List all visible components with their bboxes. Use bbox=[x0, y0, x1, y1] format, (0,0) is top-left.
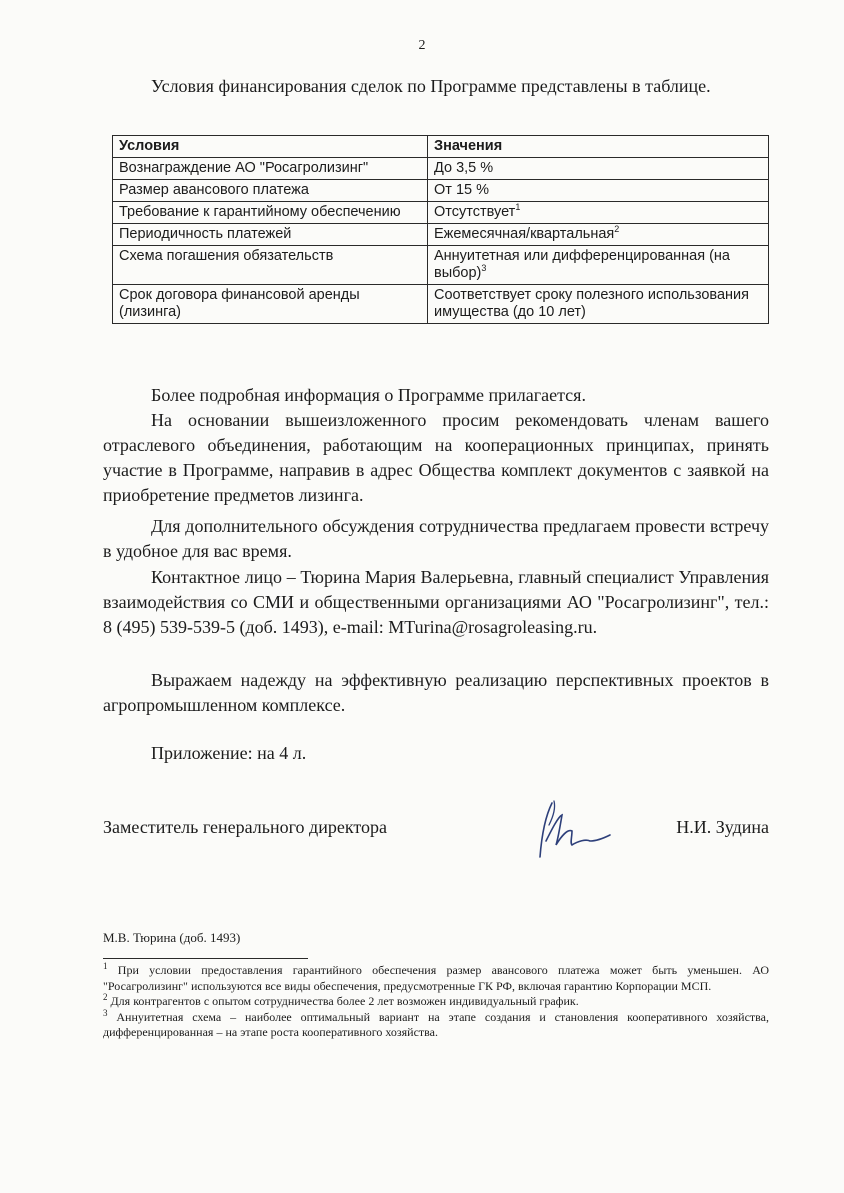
footnote-ref: 3 bbox=[481, 263, 487, 274]
table-row bbox=[113, 202, 769, 224]
handwritten-signature bbox=[532, 795, 622, 865]
table-header-cell: Условия bbox=[113, 136, 428, 158]
value-cell: Ежемесячная/квартальная$^2$ bbox=[428, 224, 769, 246]
condition-cell: Требование к гарантийному обеспечению bbox=[113, 202, 428, 224]
appendix-line: Приложение: на 4 л. bbox=[151, 743, 307, 763]
condition-cell: Размер авансового платежа bbox=[113, 180, 428, 202]
value-cell: До 3,5 % bbox=[428, 158, 769, 180]
footnote-ref: 1 bbox=[515, 202, 521, 213]
executor-note: М.В. Тюрина (доб. 1493) bbox=[103, 930, 241, 945]
footnote: $^1$ При условии предоставления гарантийного обеспечения размер авансового платежа может быть уменьшен. АО "Росагролизинг" используются все виды обеспечения, предусмотренные ГК РФ, включая гарантию Корпорации МСП. bbox=[103, 961, 769, 993]
request-paragraph: На основании вышеизложенного просим рекомендовать членам вашего отраслевого объединения, работающим на кооперационных принципах, принять участие в Программе, направив в адрес Общества комплект документов с заявкой на приобретение предметов лизинга. bbox=[103, 410, 769, 505]
closing-paragraph: Выражаем надежду на эффективную реализацию перспективных проектов в агропромышленном комплексе. bbox=[103, 670, 769, 715]
conditions-table bbox=[112, 135, 769, 324]
table-row bbox=[113, 158, 769, 180]
table-row bbox=[113, 180, 769, 202]
table-row bbox=[113, 285, 769, 324]
intro-paragraph: Условия финансирования сделок по Программе представлены в таблице. bbox=[151, 76, 711, 96]
contact-paragraph: Контактное лицо – Тюрина Мария Валерьевна, главный специалист Управления взаимодействия со СМИ и общественными организациями АО "Росагролизинг", тел.: 8 (495) 539-539-5 (доб. 1493), e-mail: MTurina@rosagroleasing.ru. bbox=[103, 567, 769, 637]
more-info-paragraph: Более подробная информация о Программе прилагается. bbox=[151, 385, 586, 405]
condition-cell: Схема погашения обязательств bbox=[113, 246, 428, 285]
table-row bbox=[113, 224, 769, 246]
table-row bbox=[113, 246, 769, 285]
condition-cell: Вознаграждение АО "Росагролизинг" bbox=[113, 158, 428, 180]
value-cell: Аннуитетная или дифференцированная (на выбор)$^3$ bbox=[428, 246, 769, 285]
footnote: $^2$ Для контрагентов с опытом сотрудничества более 2 лет возможен индивидуальный график. bbox=[103, 992, 579, 1008]
table-header-row bbox=[113, 136, 769, 158]
condition-cell: Срок договора финансовой аренды (лизинга) bbox=[113, 285, 428, 324]
footnote-divider bbox=[103, 958, 308, 959]
value-cell: Соответствует сроку полезного использования имущества (до 10 лет) bbox=[428, 285, 769, 324]
discussion-paragraph: Для дополнительного обсуждения сотрудничества предлагаем провести встречу в удобное для вас время. bbox=[103, 516, 769, 561]
condition-cell: Периодичность платежей bbox=[113, 224, 428, 246]
footnote-ref: 2 bbox=[614, 224, 620, 235]
footnotes bbox=[103, 963, 769, 1041]
table-header-cell: Значения bbox=[428, 136, 769, 158]
value-cell: От 15 % bbox=[428, 180, 769, 202]
page-number: 2 bbox=[418, 38, 426, 53]
signatory-name: Н.И. Зудина bbox=[676, 817, 769, 837]
footnote: $^3$ Аннуитетная схема – наиболее оптимальный вариант на этапе создания и становления кооперативного хозяйства, дифференцированная – на этапе роста кооперативного хозяйства. bbox=[103, 1007, 769, 1039]
signatory-role: Заместитель генерального директора bbox=[103, 817, 387, 837]
value-cell: Отсутствует$^1$ bbox=[428, 202, 769, 224]
